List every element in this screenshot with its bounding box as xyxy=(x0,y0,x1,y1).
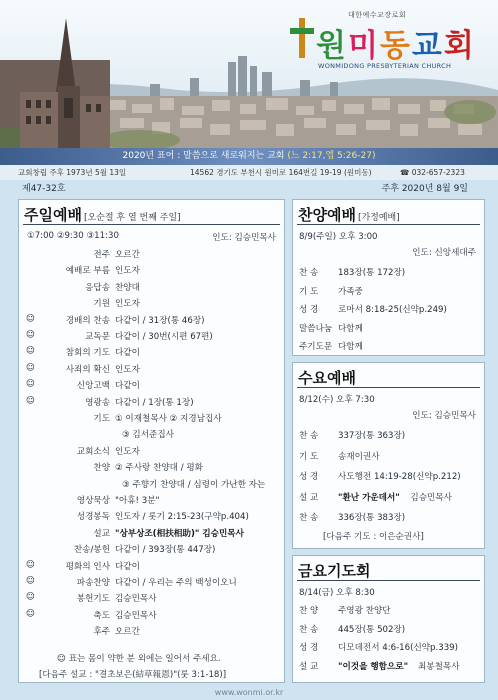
friday-prayer-panel xyxy=(292,555,485,683)
standing-note: ☺ 표는 몸이 약한 분 외에는 일어서 주세요. xyxy=(57,654,221,664)
worship-order-row xyxy=(19,527,284,541)
worship-order-value: 인도자 xyxy=(115,299,140,310)
cross-icon xyxy=(290,18,314,58)
church-logo xyxy=(288,10,488,82)
standing-mark-icon: ☺ xyxy=(26,346,35,357)
worship-order-value: 인도자 / 롯기 2:15-23(구약p.404) xyxy=(115,512,249,523)
logo-english: WONMIDONG PRESBYTERIAN CHURCH xyxy=(318,62,452,70)
friday-row-key: 성 경 xyxy=(299,643,319,653)
logo-denomination: 대한예수교장로회 xyxy=(348,11,407,19)
wednesday-title: 수요예배 xyxy=(298,369,356,387)
worship-order-row xyxy=(19,510,284,524)
worship-order-value: 다같이 / 30번(시편 67편) xyxy=(115,332,213,342)
standing-mark-icon: ☺ xyxy=(26,379,35,390)
worship-order-value: 인도자 xyxy=(115,446,140,457)
worship-order-value: 찬양대 xyxy=(115,282,140,293)
worship-order-row xyxy=(19,412,284,426)
logo-char-5: 회 xyxy=(443,28,476,64)
issue-number: 제47-32호 xyxy=(22,184,66,194)
worship-order-value: "아휴! 3분" xyxy=(115,496,160,506)
worship-order-row xyxy=(19,494,284,508)
hymn-row-value: 로마서 8:18-25(신약p.249) xyxy=(338,305,447,315)
worship-order-label: 축도 xyxy=(93,610,110,621)
friday-row-preacher: 최봉철목사 xyxy=(418,661,460,672)
hymn-row-key: 주기도문 xyxy=(299,342,333,352)
founded-date: 교회창립 주후 1973년 5월 13일 xyxy=(18,168,127,177)
worship-order-label: 기도 xyxy=(93,414,110,424)
phone-value: 032-657-2323 xyxy=(411,168,465,177)
motto-reference: (느 2:17,엡 5:26-27) xyxy=(287,151,376,161)
worship-order-row xyxy=(19,363,284,377)
issue-row xyxy=(0,181,498,197)
worship-order-label: 봉헌기도 xyxy=(76,594,110,605)
worship-order-row xyxy=(19,543,284,557)
worship-order-value: 다같이 / 393장(통 447장) xyxy=(115,545,216,556)
sunday-title-text: 주일예배 xyxy=(24,206,82,224)
church-address: 14562 경기도 부천시 원미로 164번길 19-19 (원미동) xyxy=(190,168,372,177)
worship-order-label: 전주 xyxy=(93,250,110,260)
worship-order-row xyxy=(19,478,284,492)
worship-order-row xyxy=(19,396,284,410)
worship-order-value: 김승민목사 xyxy=(115,610,157,621)
wednesday-row-key: 성 경 xyxy=(299,472,319,482)
standing-mark-icon: ☺ xyxy=(26,362,35,373)
worship-order-row xyxy=(19,281,284,295)
standing-mark-icon: ☺ xyxy=(26,395,35,406)
worship-order-row xyxy=(19,379,284,393)
wednesday-row-value: 337장(통 363장) xyxy=(338,431,406,441)
worship-order-row xyxy=(19,592,284,606)
worship-order-row xyxy=(19,560,284,574)
worship-order-label: 찬송/봉헌 xyxy=(73,545,110,556)
hymn-datetime: 8/9(주일) 오후 3:00 xyxy=(299,232,378,242)
wednesday-title-rule xyxy=(297,387,480,388)
logo-char-2: 미 xyxy=(347,28,380,64)
worship-order-label: 교회소식 xyxy=(76,446,110,457)
worship-order-label: 신앙고백 xyxy=(76,381,110,392)
wednesday-row-key: 찬 송 xyxy=(299,513,319,523)
friday-title-rule xyxy=(297,580,480,581)
worship-order-row xyxy=(19,609,284,623)
logo-char-1: 원 xyxy=(316,28,348,64)
hymn-row-value: 다함께 xyxy=(338,323,363,334)
worship-order-label: 경배의 찬송 xyxy=(65,315,110,326)
worship-order-row xyxy=(19,445,284,459)
hymn-subtitle: [가정예배] xyxy=(357,213,400,223)
worship-order-value: ③ 김서준집사 xyxy=(122,430,174,441)
standing-mark-icon: ☺ xyxy=(26,313,35,324)
worship-order-row xyxy=(19,314,284,328)
hymn-row-value: 다함께 xyxy=(338,342,363,352)
worship-order-value: 김승민목사 xyxy=(115,594,157,605)
hymn-title xyxy=(298,204,400,225)
logo-char-4: 교 xyxy=(411,28,444,64)
motto-text: 말씀으로 새로워지는 교회 xyxy=(183,151,285,161)
logo-title xyxy=(316,20,476,65)
wednesday-worship-panel xyxy=(292,362,485,549)
hymn-title-rule xyxy=(297,224,480,225)
hymn-title-text: 찬양예배 xyxy=(298,206,356,224)
standing-mark-icon: ☺ xyxy=(26,330,35,340)
worship-order-label: 예배로 부름 xyxy=(65,266,110,277)
phone-icon: ☎ xyxy=(400,168,412,177)
friday-row-key: 찬 양 xyxy=(299,606,319,616)
wednesday-leader: 인도: 김승민목사 xyxy=(412,411,476,421)
worship-order-label: 성경봉독 xyxy=(76,512,110,523)
worship-order-value: 다같이 xyxy=(115,381,140,392)
friday-title: 금요기도회 xyxy=(298,562,371,580)
friday-row-value: "이것을 행함으로" xyxy=(338,661,409,672)
standing-mark-icon: ☺ xyxy=(26,559,35,570)
wednesday-row-key: 설 교 xyxy=(299,492,319,503)
sunday-title xyxy=(24,204,181,225)
worship-order-value: ③ 주향기 찬양대 / 심령이 가난한 자는 xyxy=(122,479,266,490)
worship-order-value: "상부상조(相扶相助)" 김승민목사 xyxy=(115,528,244,539)
hymn-row-value: 가족중 xyxy=(338,286,363,297)
sunday-leader: 인도: 김승민목사 xyxy=(212,233,276,243)
wednesday-datetime: 8/12(수) 오후 7:30 xyxy=(299,395,375,405)
sunday-times: ①7:00 ②9:30 ③11:30 xyxy=(27,231,119,241)
wednesday-row-preacher: 김승민목사 xyxy=(410,492,452,503)
phone-number xyxy=(400,165,465,180)
wednesday-row-value: "환난 가운데서" xyxy=(338,492,400,503)
worship-order-label: 파송찬양 xyxy=(76,578,110,588)
friday-row-key: 설 교 xyxy=(299,661,319,672)
worship-order-value: 인도자 xyxy=(115,266,140,277)
wednesday-row-value: 사도행전 14:19-28(신약p.212) xyxy=(338,472,461,482)
worship-order-row xyxy=(19,297,284,311)
worship-order-label: 설교 xyxy=(93,528,110,539)
motto-prefix: 2020년 표어 : xyxy=(122,151,181,161)
worship-order-row xyxy=(19,461,284,475)
worship-order-label: 기원 xyxy=(93,299,110,310)
worship-order-row xyxy=(19,264,284,278)
header-banner xyxy=(0,0,498,148)
hymn-row-key: 기 도 xyxy=(299,286,319,297)
logo-char-3: 동 xyxy=(379,28,412,64)
wednesday-row-key: 기 도 xyxy=(299,451,319,462)
worship-order-label: 후주 xyxy=(93,627,110,638)
hymn-leader: 인도: 신앙세대주 xyxy=(412,248,476,258)
worship-order-value: ② 주사랑 찬양대 / 평화 xyxy=(115,463,203,474)
church-info-bar xyxy=(0,165,498,180)
worship-order-label: 평화의 인사 xyxy=(65,561,110,572)
friday-row-value: 주영광 찬양단 xyxy=(338,606,391,616)
worship-order-label: 교독문 xyxy=(85,332,110,342)
worship-order-value: 다같이 / 31장(통 46장) xyxy=(115,315,205,326)
hymn-worship-panel xyxy=(292,199,485,356)
worship-order-row xyxy=(19,248,284,262)
worship-order-label: 응답송 xyxy=(85,282,110,293)
friday-row-value: 445장(통 502장) xyxy=(338,624,406,635)
hymn-row-value: 183장(통 172장) xyxy=(338,268,406,278)
worship-order-row xyxy=(19,346,284,360)
issue-date: 주후 2020년 8월 9일 xyxy=(381,184,468,194)
worship-order-label: 영상묵상 xyxy=(76,496,110,506)
worship-order-value: 오르간 xyxy=(115,250,140,260)
worship-order-value: 오르간 xyxy=(115,627,140,638)
worship-order-label: 사죄의 확신 xyxy=(65,364,110,375)
worship-order-label: 참회의 기도 xyxy=(65,348,110,359)
worship-order-label: 영광송 xyxy=(85,397,110,408)
friday-datetime: 8/14(금) 오후 8:30 xyxy=(299,588,375,598)
worship-order-row xyxy=(19,576,284,590)
wednesday-row-value: 336장(통 383장) xyxy=(338,513,406,523)
worship-order-label: 찬양 xyxy=(93,463,110,474)
worship-order-value: 다같이 xyxy=(115,561,140,572)
sunday-subtitle: [오순절 후 열 번째 주일] xyxy=(83,213,181,223)
sunday-worship-panel xyxy=(18,199,285,683)
worship-order-row xyxy=(19,330,284,344)
worship-order-value: 다같이 xyxy=(115,348,140,359)
standing-mark-icon: ☺ xyxy=(26,592,35,603)
standing-mark-icon: ☺ xyxy=(26,608,35,619)
next-sermon: [다음주 설교 : "결초보은(結草報恩)"(룻 3:1-18)] xyxy=(39,670,227,680)
hymn-row-key: 성 경 xyxy=(299,305,319,315)
website-url[interactable]: www.wonmi.or.kr xyxy=(214,688,284,697)
worship-order-value: ① 이재철목사 ② 지경남집사 xyxy=(115,414,222,424)
friday-row-value: 디모데전서 4:6-16(신약p.339) xyxy=(338,643,459,653)
wednesday-row-key: 찬 송 xyxy=(299,431,319,441)
friday-row-key: 찬 송 xyxy=(299,624,319,635)
wednesday-next-prayer: [다음주 기도 : 이은순권사] xyxy=(323,532,424,542)
wednesday-row-value: 송재이권사 xyxy=(338,451,380,462)
worship-order-value: 다같이 / 1장(통 1장) xyxy=(115,397,194,408)
worship-order-value: 다같이 / 우리는 주의 백성이오니 xyxy=(115,578,237,588)
annual-motto-bar xyxy=(0,148,498,165)
worship-order-row xyxy=(19,428,284,442)
sunday-title-rule xyxy=(23,224,280,225)
worship-order-value: 인도자 xyxy=(115,364,140,375)
hymn-row-key: 말씀나눔 xyxy=(299,323,333,334)
hymn-row-key: 찬 송 xyxy=(299,268,319,278)
standing-mark-icon: ☺ xyxy=(26,576,35,586)
worship-order-row xyxy=(19,625,284,639)
